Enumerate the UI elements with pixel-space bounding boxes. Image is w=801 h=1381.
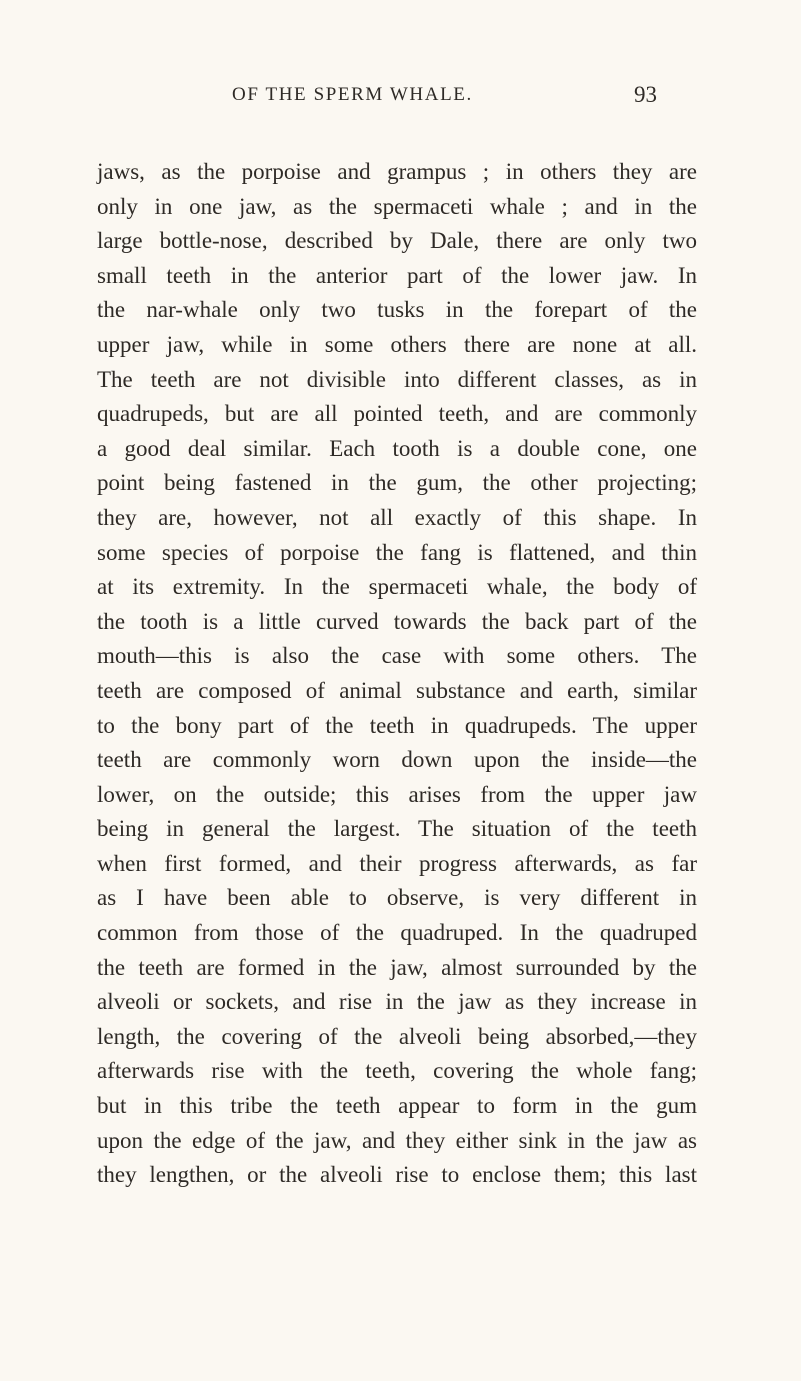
text-line: when first formed, and their progress afterwards, as far	[97, 850, 697, 876]
text-line: jaws, as the porpoise and grampus ; in others they are	[97, 159, 697, 184]
text-line: upper jaw, while in some others there are none at all.	[97, 331, 697, 357]
text-line: quadrupeds, but are all pointed teeth, and are commonly	[97, 401, 697, 427]
text-line: upon the edge of the jaw, and they either sink in the jaw as	[97, 1127, 697, 1153]
text-line: point being fastened in the gum, the other projecting;	[97, 470, 697, 496]
text-line: only in one jaw, as the spermaceti whale ; and in the	[97, 193, 697, 219]
text-line: at its extremity. In the spermaceti whale, the body of	[97, 574, 697, 600]
running-head	[0, 84, 801, 114]
text-line: the teeth are formed in the jaw, almost surrounded by the	[97, 954, 697, 980]
text-line: they are, however, not all exactly of this shape. In	[97, 504, 697, 530]
text-line: afterwards rise with the teeth, covering the whole fang;	[97, 1058, 697, 1084]
text-line: large bottle-nose, described by Dale, there are only two	[97, 228, 697, 254]
text-line: they lengthen, or the alveoli rise to enclose them; this last	[97, 1162, 697, 1188]
text-line: but in this tribe the teeth appear to form in the gum	[97, 1093, 697, 1119]
text-line: to the bony part of the teeth in quadrupeds. The upper	[97, 712, 697, 738]
text-line: some species of porpoise the fang is flattened, and thin	[97, 539, 697, 565]
text-line: teeth are commonly worn down upon the inside—the	[97, 747, 697, 773]
text-line: common from those of the quadruped. In the quadruped	[97, 920, 697, 946]
text-line: alveoli or sockets, and rise in the jaw as they increase in	[97, 989, 697, 1015]
text-line: The teeth are not divisible into different classes, as in	[97, 366, 697, 392]
text-line: lower, on the outside; this arises from the upper jaw	[97, 781, 697, 807]
text-line: the tooth is a little curved towards the back part of the	[97, 608, 697, 634]
text-line: as I have been able to observe, is very different in	[97, 885, 697, 911]
text-line: length, the covering of the alveoli being absorbed,—they	[97, 1023, 697, 1049]
body-text	[97, 155, 697, 1193]
page-number: 93	[634, 82, 657, 107]
running-title: OF THE SPERM WHALE.	[232, 84, 473, 105]
text-line: a good deal similar. Each tooth is a double cone, one	[97, 435, 697, 461]
text-line: small teeth in the anterior part of the lower jaw. In	[97, 262, 697, 288]
text-line: the nar-whale only two tusks in the forepart of the	[97, 297, 697, 323]
text-line: being in general the largest. The situation of the teeth	[97, 816, 697, 842]
text-line: teeth are composed of animal substance and earth, similar	[97, 677, 697, 703]
text-line: mouth—this is also the case with some others. The	[97, 643, 697, 669]
